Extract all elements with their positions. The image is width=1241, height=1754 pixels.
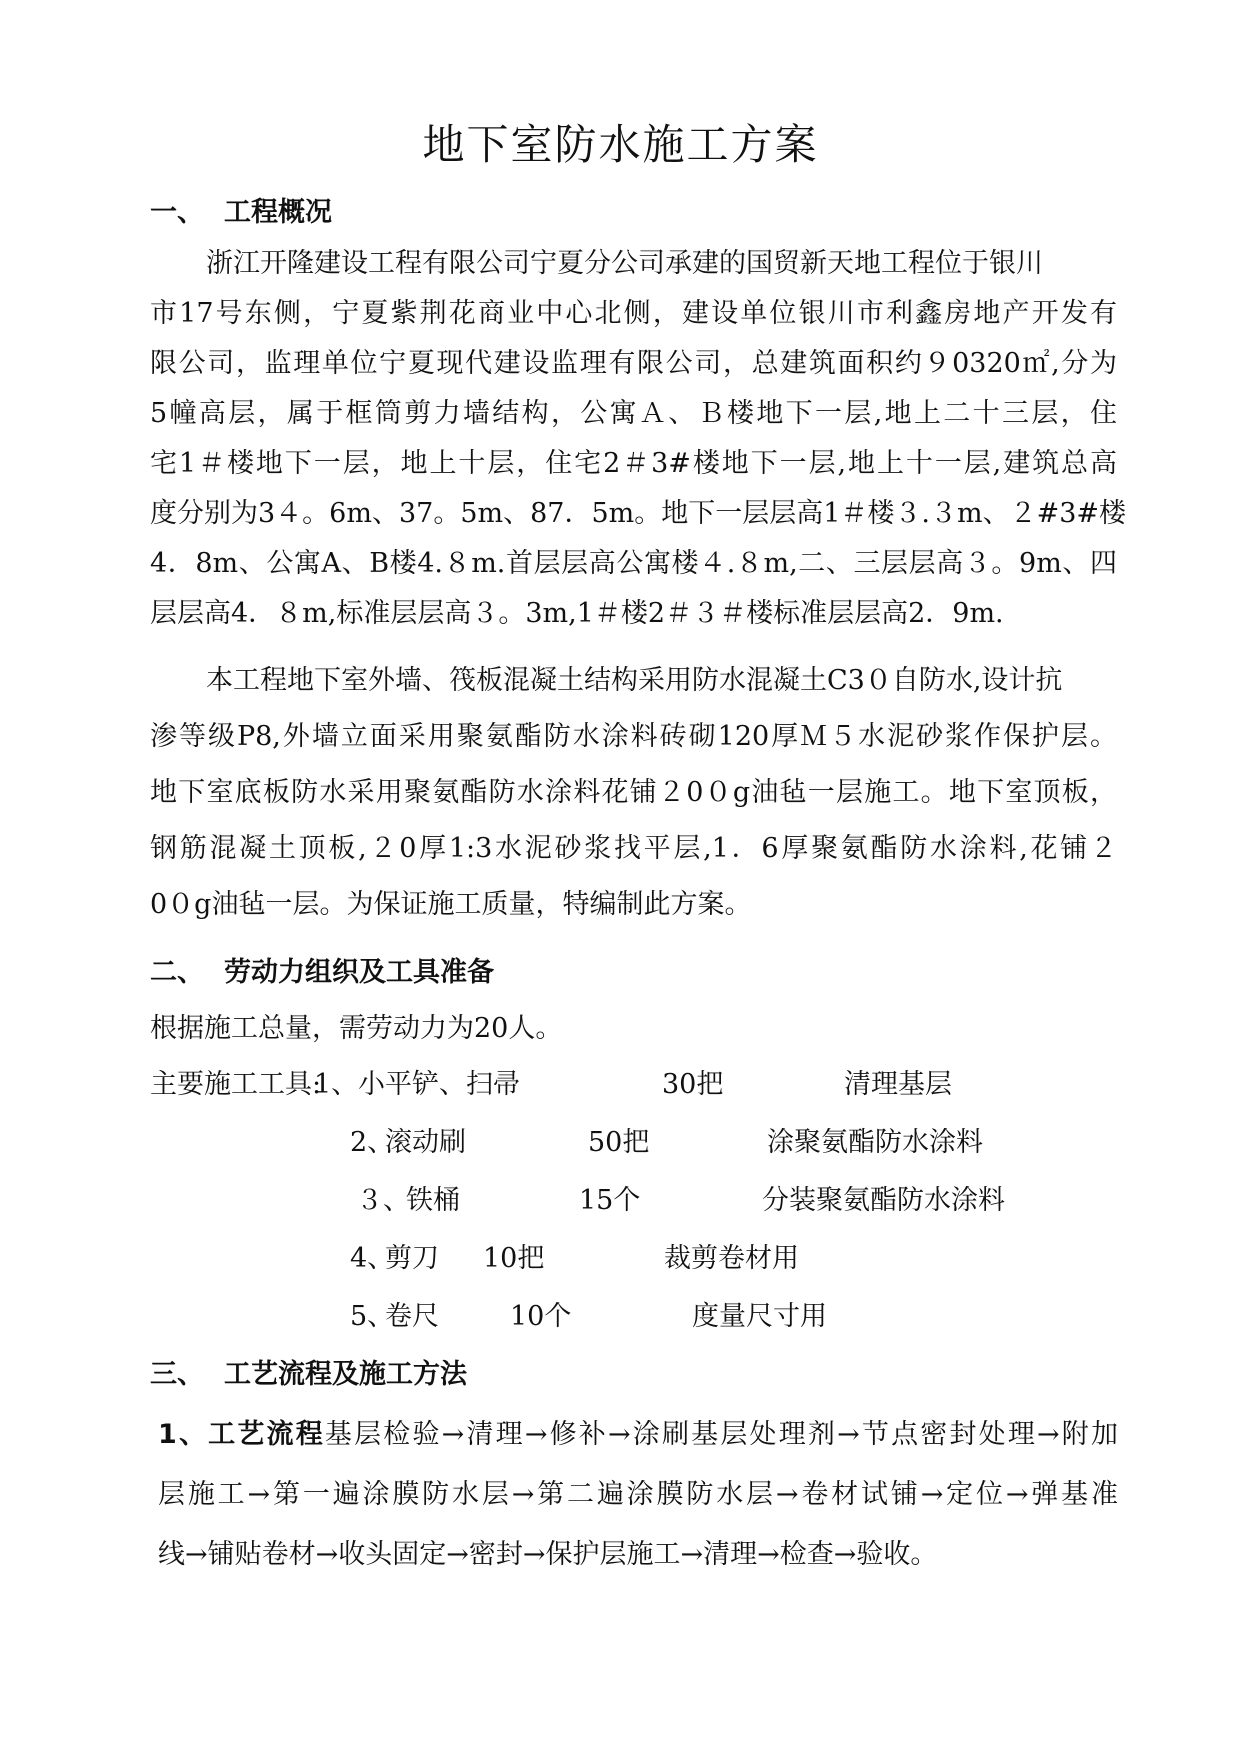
- para2-line-4: 钢筋混凝土顶板,２0厚1:3水泥砂浆找平层,1．6厚聚氨酯防水涂料,花铺２: [150, 833, 1117, 864]
- para1-line-1: 浙江开隆建设工程有限公司宁夏分公司承建的国贸新天地工程位于银川: [206, 248, 1043, 279]
- tool-name: 铁桶: [406, 1185, 460, 1216]
- section1-number: 一、: [150, 197, 204, 228]
- para2-line-3: 地下室底板防水采用聚氨酯防水涂料花铺２0０g油毡一层施工。地下室顶板，: [150, 777, 1117, 808]
- tool-no: ３、: [356, 1185, 410, 1216]
- labor-text: 根据施工总量，需劳动力为20人。: [150, 1013, 563, 1044]
- flow-line-2: 层施工→第一遍涂膜防水层→第二遍涂膜防水层→卷材试铺→定位→弹基准: [158, 1479, 1118, 1510]
- flow-line-1-text: 基层检验→清理→修补→涂刷基层处理剂→节点密封处理→附加: [324, 1419, 1118, 1450]
- tool-no: 4、: [350, 1243, 395, 1274]
- tool-use: 涂聚氨酯防水涂料: [767, 1127, 983, 1158]
- section3-number: 三、: [150, 1359, 204, 1390]
- section2-title: 劳动力组织及工具准备: [224, 957, 494, 988]
- section1-title: 工程概况: [224, 197, 332, 228]
- tool-qty: 30把: [662, 1069, 724, 1100]
- document-title: 地下室防水施工方案: [422, 120, 819, 169]
- section2-number: 二、: [150, 957, 204, 988]
- flow-line-3: 线→铺贴卷材→收头固定→密封→保护层施工→清理→检查→验收。: [158, 1539, 938, 1570]
- tool-name: 卷尺: [385, 1301, 439, 1332]
- section3-title: 工艺流程及施工方法: [224, 1359, 467, 1390]
- tool-use: 度量尺寸用: [692, 1301, 827, 1332]
- tools-label: 主要施工工具:: [150, 1069, 322, 1100]
- flow-line-1: [158, 1417, 1118, 1453]
- tool-no: 2、: [350, 1127, 395, 1158]
- tool-qty: 15个: [579, 1185, 641, 1216]
- flow-label: 1、工艺流程: [158, 1419, 325, 1450]
- tool-use: 裁剪卷材用: [664, 1243, 799, 1274]
- para1-line-6: 度分别为3４。6m、37。5m、87．5m。地下一层层高1＃楼３.３m、２#3#楼: [150, 498, 1127, 529]
- para1-line-7: 4．8m、公寓A、B楼4.８m.首层层高公寓楼４.８m,二、三层层高３。9m、四: [150, 548, 1117, 579]
- para2-line-5: 0０g油毡一层。为保证施工质量，特编制此方案。: [150, 889, 752, 920]
- para2-line-2: 渗等级P8,外墙立面采用聚氨酯防水涂料砖砌120厚Ｍ５水泥砂浆作保护层。: [150, 721, 1117, 752]
- tool-no: 1、: [314, 1069, 359, 1100]
- tool-no: 5、: [350, 1301, 395, 1332]
- tool-qty: 10个: [510, 1301, 572, 1332]
- section2-heading: [150, 955, 494, 991]
- para1-line-5: 宅1＃楼地下一层，地上十层，住宅2＃3#楼地下一层,地上十一层,建筑总高: [150, 448, 1117, 479]
- tool-qty: 50把: [588, 1127, 650, 1158]
- para1-line-3: 限公司，监理单位宁夏现代建设监理有限公司，总建筑面积约９0320㎡,分为: [150, 348, 1117, 379]
- tool-qty: 10把: [483, 1243, 545, 1274]
- para2-line-1: 本工程地下室外墙、筏板混凝土结构采用防水混凝土C3０自防水,设计抗: [206, 665, 1063, 696]
- para1-line-2: 市17号东侧，宁夏紫荆花商业中心北侧，建设单位银川市利鑫房地产开发有: [150, 298, 1117, 329]
- section3-heading: [150, 1357, 467, 1393]
- tool-use: 分装聚氨酯防水涂料: [762, 1185, 1005, 1216]
- tool-name: 滚动刷: [385, 1127, 466, 1158]
- para1-line-8: 层层高4．８m,标准层层高３。3m,1＃楼2＃３＃楼标准层层高2．9m.: [150, 598, 1004, 629]
- tool-name: 剪刀: [385, 1243, 439, 1274]
- section1-heading: [150, 195, 332, 231]
- tool-use: 清理基层: [844, 1069, 952, 1100]
- para1-line-4: 5幢高层，属于框筒剪力墙结构，公寓Ａ、Ｂ楼地下一层,地上二十三层，住: [150, 398, 1117, 429]
- tool-name: 小平铲、扫帚: [358, 1069, 520, 1100]
